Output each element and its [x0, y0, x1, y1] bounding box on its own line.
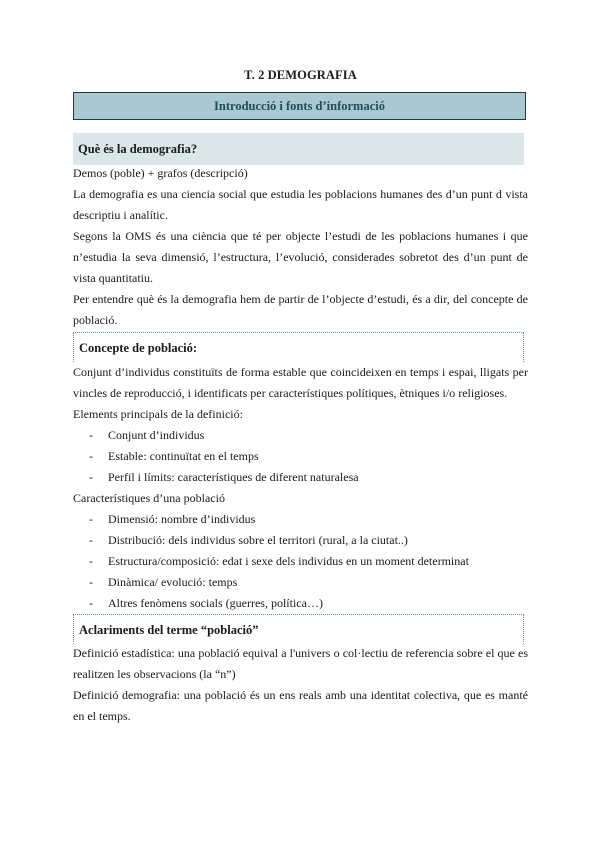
list-item-text: Estable: continuïtat en el temps — [108, 449, 259, 463]
bullet-marker: - — [89, 449, 93, 463]
paragraph-definition: La demografia es una ciencia social que estudia les poblacions humanes des d’un punt d vista descriptiu i analític. — [73, 187, 528, 222]
list-item-text: Distribució: dels individus sobre el territori (rural, a la ciutat..) — [108, 533, 408, 547]
list-item — [89, 446, 259, 467]
list-item-text: Altres fenòmens socials (guerres, política…) — [108, 596, 323, 610]
bullet-marker: - — [89, 533, 93, 547]
list-item-text: Estructura/composició: edat i sexe dels individus en un moment determinat — [108, 554, 469, 568]
list-item — [89, 530, 408, 551]
bullet-marker: - — [89, 470, 93, 484]
bullet-marker: - — [89, 554, 93, 568]
bullet-marker: - — [89, 596, 93, 610]
document-title: T. 2 DEMOGRAFIA — [244, 68, 357, 82]
heading-que-es-demografia: Què és la demografia? — [73, 133, 524, 165]
heading-aclariments: Aclariments del terme “població” — [73, 614, 524, 644]
section-banner: Introducció i fonts d’informació — [73, 92, 526, 120]
list-item — [89, 551, 469, 572]
etymology-text: Demos (poble) + grafos (descripció) — [73, 166, 248, 180]
bullet-marker: - — [89, 512, 93, 526]
paragraph-oms: Segons la OMS és una ciència que té per objecte l’estudi de les poblacions humanes i que n’estudia la seva dimensió, l’estructura, l’evolució, considerades sobretot des d’un punt de vista quantitatiu. — [73, 229, 528, 285]
list-item-text: Perfil i límits: característiques de diferent naturalesa — [108, 470, 359, 484]
list-item — [89, 467, 359, 488]
paragraph-objecte-estudi: Per entendre què és la demografia hem de partir de l’objecte d’estudi, és a dir, del concepte de població. — [73, 292, 528, 327]
bullet-marker: - — [89, 575, 93, 589]
list-item — [89, 509, 255, 530]
list-item-text: Dinàmica/ evolució: temps — [108, 575, 238, 589]
list-item — [89, 572, 237, 593]
list-item — [89, 593, 323, 614]
paragraph-concepte: Conjunt d’individus constituïts de forma estable que coincideixen en temps i espai, lligats per vincles de reproducció, i identificats per característiques polítiques, ètniques i/o religioses. — [73, 365, 528, 400]
bullet-marker: - — [89, 428, 93, 442]
paragraph-definicio-demografia: Definició demografia: una població és un ens reals amb una identitat colectiva, que es manté en el temps. — [73, 688, 528, 723]
elements-label: Elements principals de la definició: — [73, 407, 243, 421]
list-item-text: Dimensió: nombre d’individus — [108, 512, 256, 526]
heading-concepte-poblacio: Concepte de població: — [73, 332, 524, 362]
paragraph-definicio-estadistica: Definició estadística: una població equival a l'univers o col·lectiu de referencia sobre el que es realitzen les observacions (la “n”) — [73, 646, 528, 681]
list-item-text: Conjunt d’individus — [108, 428, 205, 442]
list-item — [89, 425, 204, 446]
caracteristiques-label: Característiques d’una població — [73, 491, 225, 505]
